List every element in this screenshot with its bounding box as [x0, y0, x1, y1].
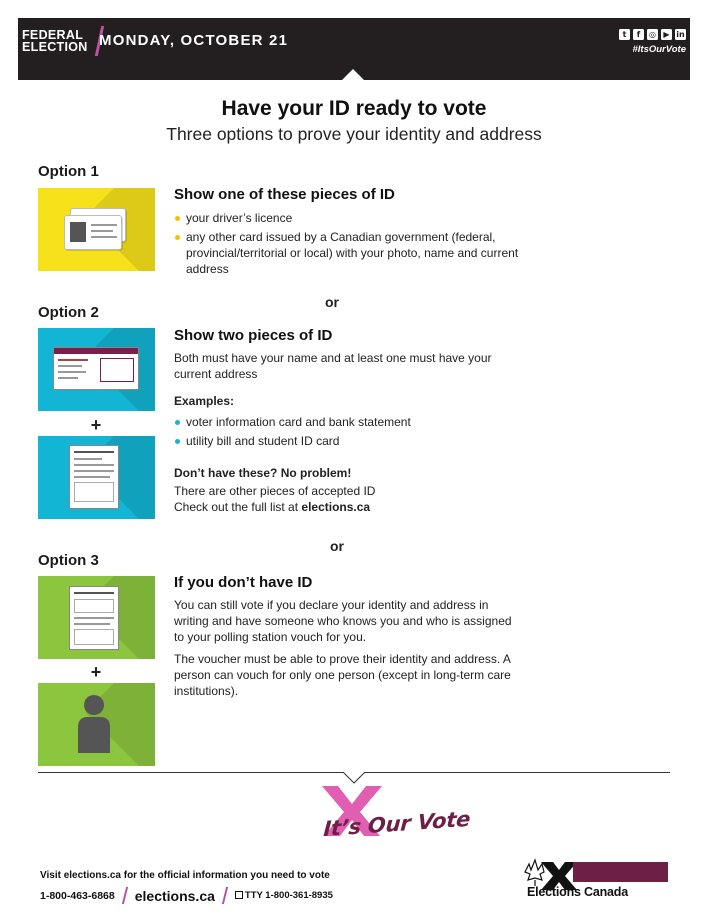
list-item: voter information card and bank statement	[174, 414, 519, 430]
person-icon	[75, 693, 113, 755]
option-2-label: Option 2	[38, 304, 99, 321]
list-item: any other card issued by a Canadian government (federal, provincial/territorial or local) with your photo, name and current address	[174, 229, 519, 277]
visit-text: Visit elections.ca for the official information you need to vote	[40, 870, 330, 881]
examples-list	[174, 414, 519, 452]
hashtag: #ItsOurVote	[632, 44, 686, 55]
option-3-label: Option 3	[38, 552, 99, 569]
election-date: MONDAY, OCTOBER 21	[99, 32, 289, 49]
header-notch	[341, 69, 365, 81]
elections-canada-wordmark: Elections Canada	[527, 885, 628, 899]
page-title: Have your ID ready to vote	[221, 97, 487, 120]
list-item: your driver’s licence	[174, 210, 519, 226]
list-item: utility bill and student ID card	[174, 433, 519, 449]
id-card-panel	[38, 188, 155, 271]
option-3-heading: If you don’t have ID	[174, 574, 313, 591]
linkedin-icon[interactable]: in	[676, 30, 685, 39]
voter-information-card-icon	[53, 347, 139, 390]
phone-number[interactable]: 1-800-463-6868	[40, 889, 115, 902]
contact-divider	[122, 887, 128, 904]
its-our-vote-wordmark: It’s Our Vote	[322, 806, 472, 842]
examples-heading: Examples:	[174, 394, 235, 408]
or-separator: or	[325, 294, 339, 310]
option-2-text: Both must have your name and at least one must have your current address	[174, 351, 492, 381]
youtube-icon[interactable]: ▶	[661, 29, 672, 40]
id-card-icon	[64, 215, 122, 250]
plus-sign: +	[90, 415, 102, 435]
voucher-panel	[38, 683, 155, 766]
federal-election-logo: FEDERAL ELECTION	[22, 28, 88, 54]
twitter-icon[interactable]: t	[619, 29, 630, 40]
tty-number[interactable]: TTY 1-800-361-8935	[235, 890, 333, 901]
contact-info	[40, 887, 333, 904]
bank-statement-icon	[69, 445, 119, 509]
website-link[interactable]: elections.ca	[134, 887, 215, 904]
option-1-list	[174, 210, 519, 280]
option-1-label: Option 1	[38, 163, 99, 180]
footer-notch	[343, 772, 365, 784]
option-3-text-1: You can still vote if you declare your identity and address in writing and have someone who knows you and who is assigned to your polling station vouch for you.	[174, 598, 512, 644]
or-separator: or	[330, 538, 344, 554]
option-3-text-2: The voucher must be able to prove their identity and address. A person can vouch for only one person (except in long-term care institutions).	[174, 652, 511, 698]
instagram-icon[interactable]: ◎	[647, 29, 658, 40]
option-2-heading: Show two pieces of ID	[174, 327, 333, 344]
id-photo-icon	[70, 222, 86, 242]
declaration-form-icon	[69, 586, 119, 650]
contact-divider	[222, 887, 228, 904]
voter-card-panel	[38, 328, 155, 411]
no-problem-heading: Don’t have these? No problem!	[174, 466, 352, 480]
social-icons	[619, 29, 686, 40]
facebook-icon[interactable]: f	[633, 29, 644, 40]
page-subtitle: Three options to prove your identity and address	[166, 124, 542, 144]
elections-link[interactable]: elections.ca	[301, 500, 371, 514]
statement-panel	[38, 436, 155, 519]
tty-icon	[235, 891, 243, 899]
option-1-heading: Show one of these pieces of ID	[174, 186, 395, 203]
plus-sign: +	[90, 662, 102, 682]
no-problem-line-1: There are other pieces of accepted ID	[174, 484, 376, 498]
no-problem-line-2: Check out the full list at elections.ca	[174, 500, 371, 514]
declaration-form-panel	[38, 576, 155, 659]
